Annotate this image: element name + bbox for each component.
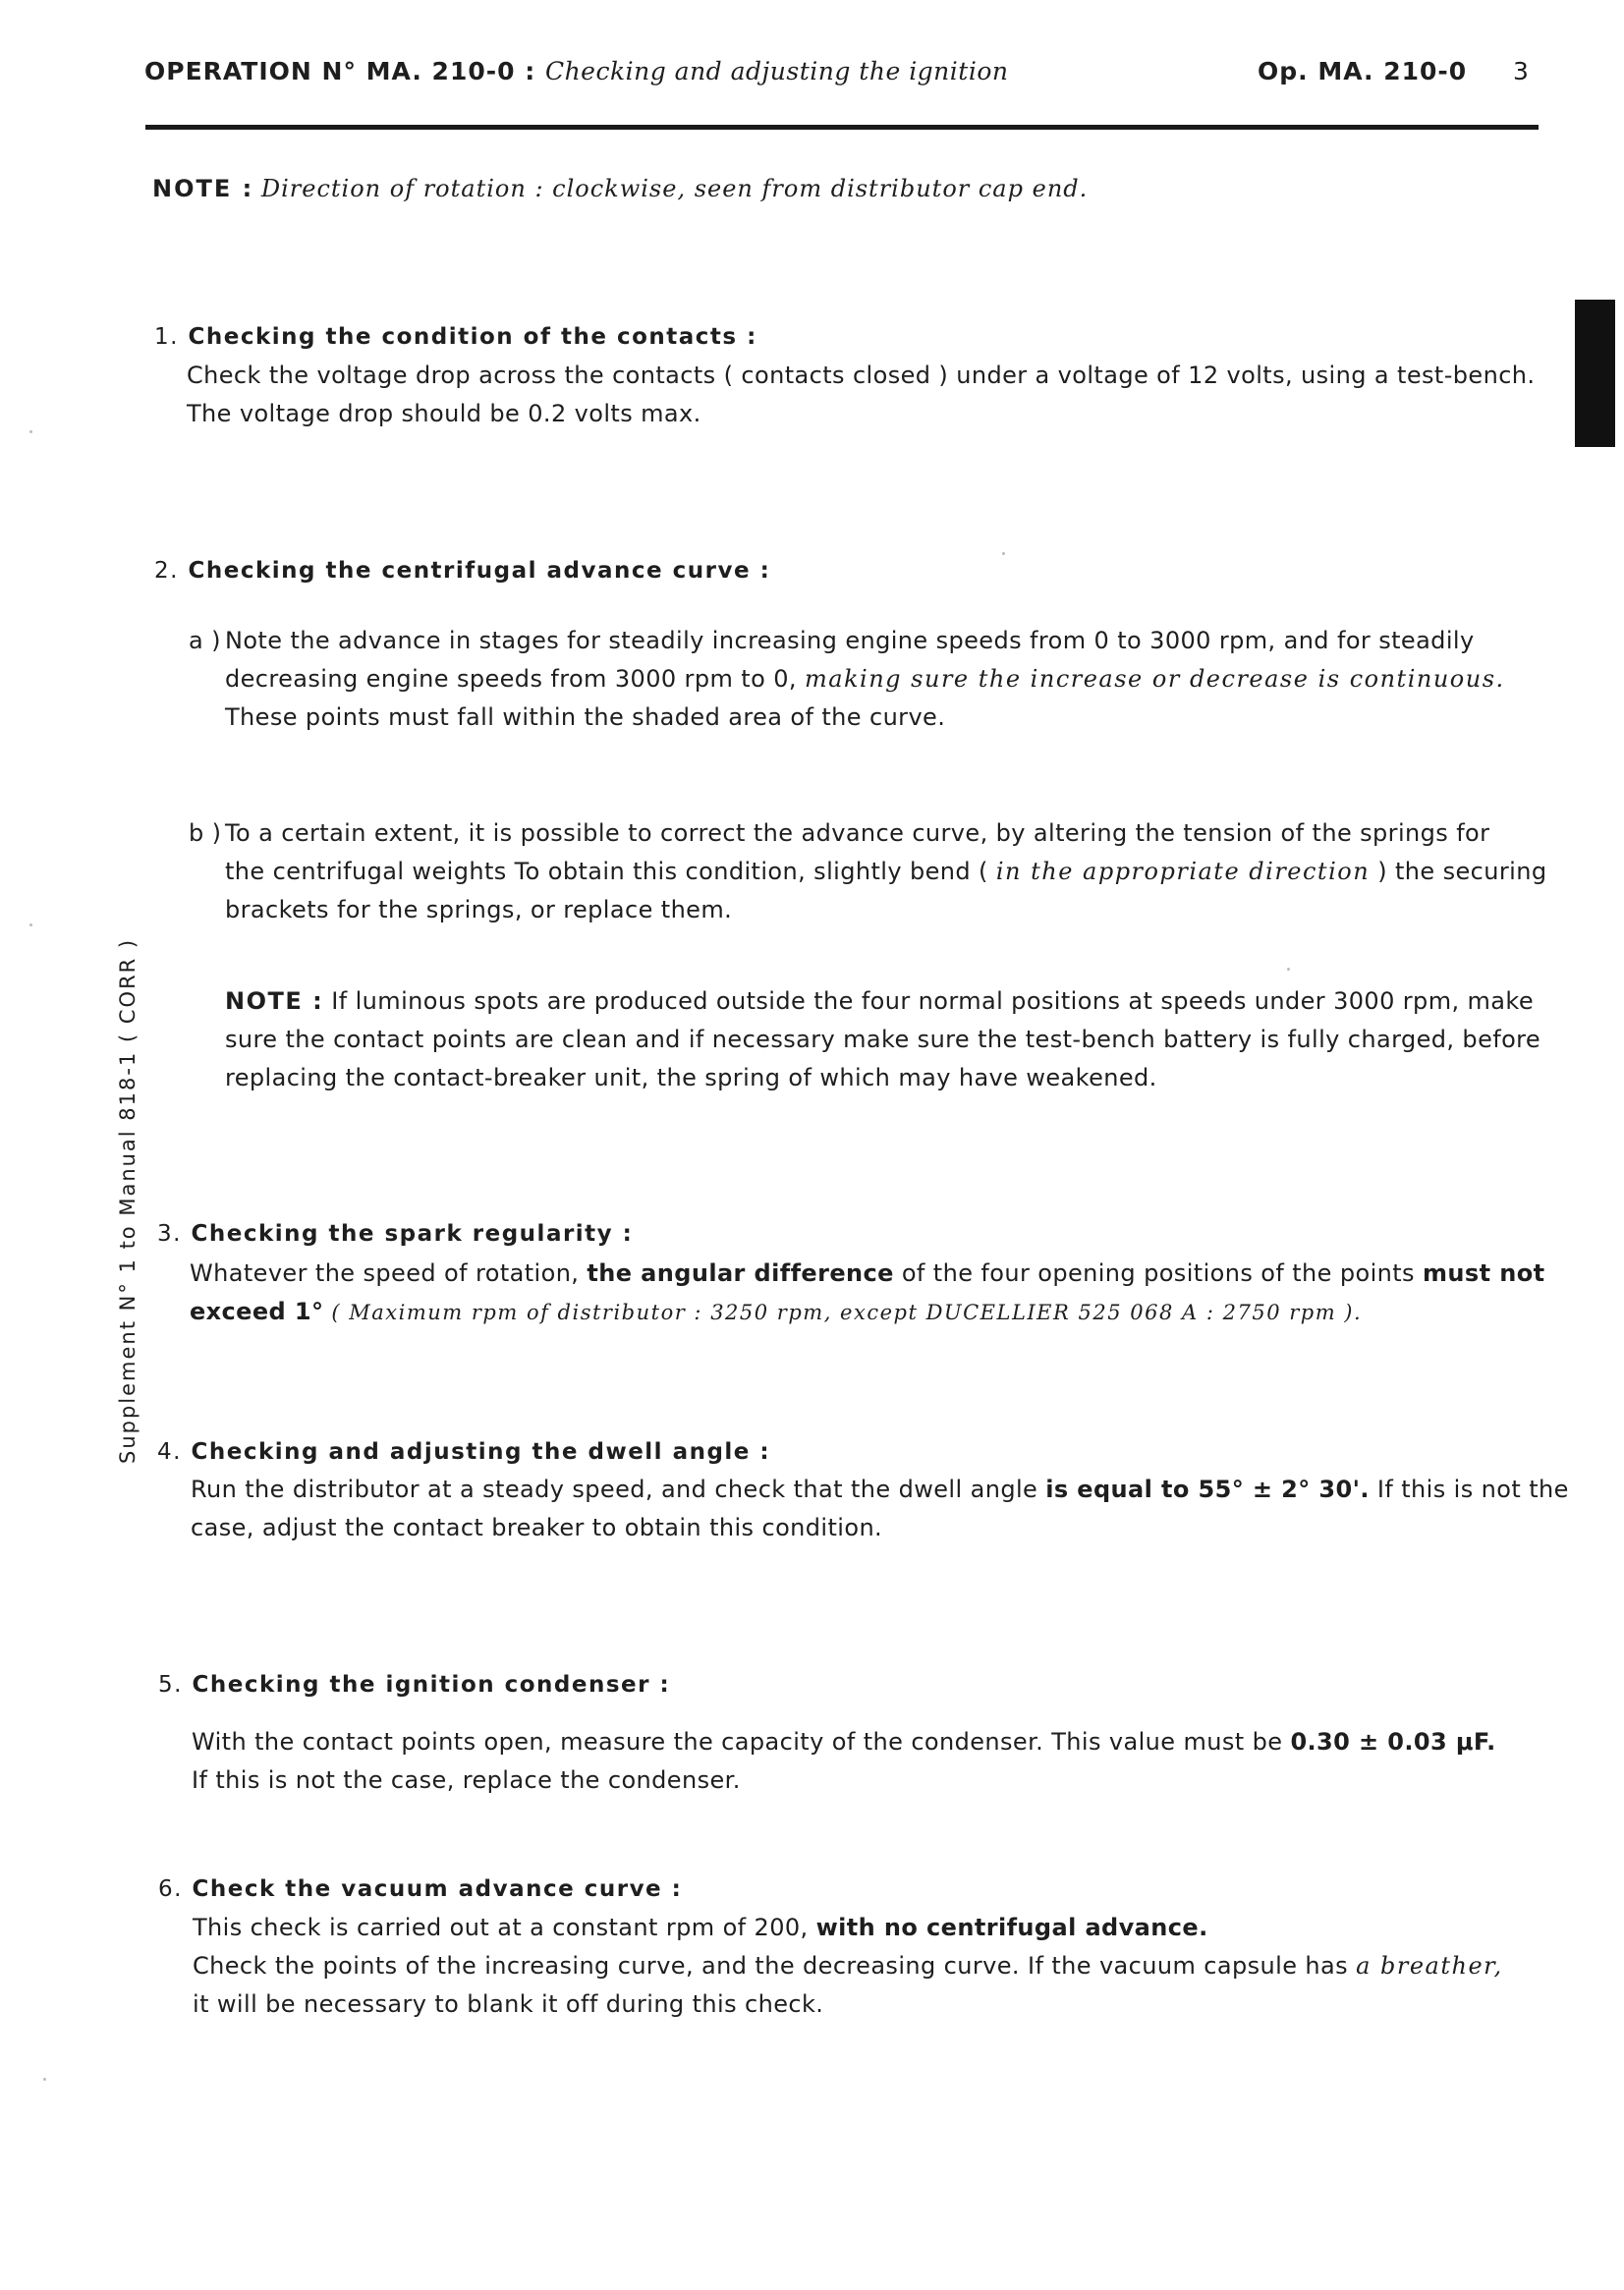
supplement-label: Supplement N° 1 to Manual 818-1 ( CORR ) [116,937,140,1464]
section-4-heading: 4. Checking and adjusting the dwell angle : [157,1439,771,1465]
section-5-heading: 5. Checking the ignition condenser : [158,1672,671,1698]
note-label: NOTE : [225,987,324,1015]
section-2b-line: the centrifugal weights To obtain this condition, slightly bend ( in the appropriate direction ) the securing [225,858,1547,885]
scan-speck [1287,968,1290,971]
header-rule [145,125,1539,130]
section-2b-line: brackets for the springs, or replace them. [225,896,733,923]
section-2b-line: To a certain extent, it is possible to correct the advance curve, by altering the tension of the springs for [225,819,1490,847]
section-6-body: This check is carried out at a constant rpm of 200, with no centrifugal advance. Check the points of the increasing curve, and the decreasing curve. If the vacuum capsule has a breather, it will be necessary to blank it off during this check. [193,1914,1503,2018]
operation-code: Op. MA. 210-0 [1258,57,1468,85]
section-2b-body [225,814,1546,929]
section-3-heading: 3. Checking the spark regularity : [157,1221,634,1247]
section-2a-line: decreasing engine speeds from 3000 rpm to 0, making sure the increase or decrease is continuous. [225,665,1505,693]
operation-label: OPERATION N° MA. 210-0 : [144,57,536,85]
page-number: 3 [1513,57,1529,85]
note-text: Direction of rotation : clockwise, seen from distributor cap end. [260,175,1089,202]
section-3-body: Whatever the speed of rotation, the angular difference of the four opening positions of the points must not exceed 1° ( Maximum rpm of distributor : 3250 rpm, except DUCELLIER 525 068 A : 2750 rpm ). [190,1259,1545,1325]
section-5-body: With the contact points open, measure the capacity of the condenser. This value must be 0.30 ± 0.03 μF. If this is not the case, replace the condenser. [192,1728,1496,1794]
section-2-heading: 2. Checking the centrifugal advance curve : [154,558,771,584]
operation-subtitle: Checking and adjusting the ignition [544,57,1009,85]
scan-speck [29,430,32,433]
operation-title [144,57,1008,85]
scan-speck [1002,552,1005,555]
section-1-line: The voltage drop should be 0.2 volts max. [187,400,701,427]
section-2b-label: b ) [189,819,222,847]
scan-speck [43,2078,46,2081]
section-1-line: Check the voltage drop across the contacts ( contacts closed ) under a voltage of 12 volts, using a test-bench. [187,362,1536,389]
section-2a-label: a ) [189,627,221,654]
revision-bar [1575,300,1615,447]
section-2a-line: Note the advance in stages for steadily increasing engine speeds from 0 to 3000 rpm, and for steadily [225,627,1475,654]
section-1-heading: 1. Checking the condition of the contacts : [154,324,757,350]
note-label: NOTE : [152,175,254,202]
section-2a-body [225,622,1505,737]
section-2a-line: These points must fall within the shaded area of the curve. [225,703,946,731]
section-6-heading: 6. Check the vacuum advance curve : [158,1876,683,1902]
scan-speck [29,923,32,926]
note-rotation [152,175,1088,202]
section-1-body [187,357,1535,433]
section-4-body: Run the distributor at a steady speed, and check that the dwell angle is equal to 55° ± 2° 30'. If this is not the case, adjust the contact breaker to obtain this condition. [191,1476,1569,1541]
section-2-note: NOTE : If luminous spots are produced outside the four normal positions at speeds under 3000 rpm, make sure the contact points are clean and if necessary make sure the test-bench battery is fully charged, before replacing the contact-breaker unit, the spring of which may have weakened. [225,987,1541,1091]
